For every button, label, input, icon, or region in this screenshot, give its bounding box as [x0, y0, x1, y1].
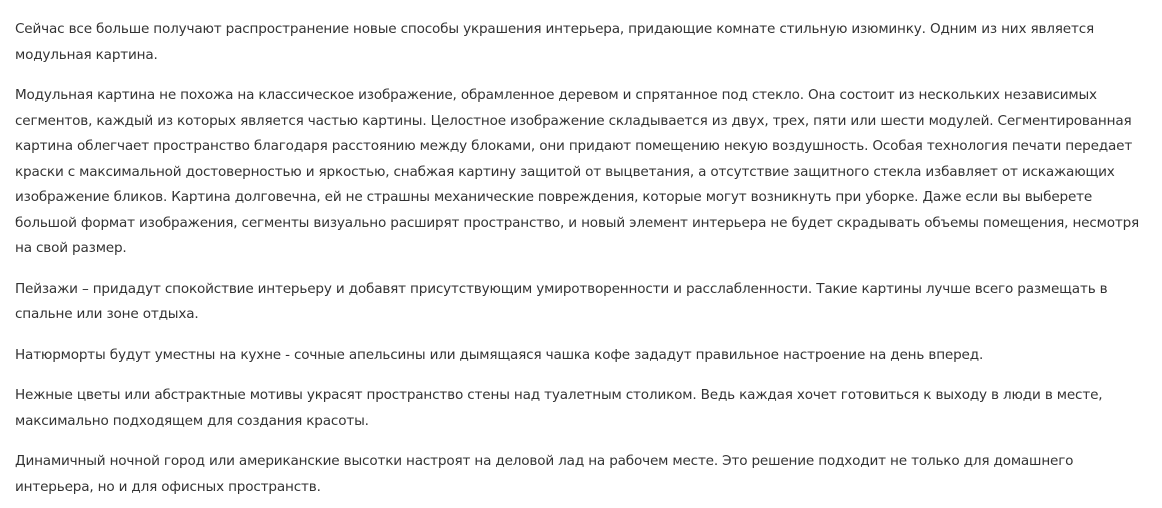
paragraph-modular-painting: Модульная картина не похожа на классическое изображение, обрамленное деревом и спрятанное под стекло. Она состоит из нескольких независимых сегментов, каждый из которых является частью картины. Целостное изображение складывается из двух, трех, пяти или шести модулей. Сегментированная картина облегчает пространство благодаря расстоянию между блоками, они придают помещению некую воздушность. Особая технология печати передает краски с максимальной достоверностью и яркостью, снабжая картину защитой от выцветания, а отсутствие защитного стекла избавляет от искажающих изображение бликов. Картина долговечна, ей не страшны механические повреждения, которые могут возникнуть при уборке. Даже если вы выберете большой формат изображения, сегменты визуально расширят пространство, и новый элемент интерьера не будет скрадывать объемы помещения, несмотря на свой размер.	[15, 87, 1140, 256]
paragraph-flowers: Нежные цветы или абстрактные мотивы украсят пространство стены над туалетным столиком. Ведь каждая хочет готовиться к выходу в люди в месте, максимально подходящем для создания красоты.	[15, 387, 1103, 429]
paragraph-landscapes: Пейзажи – придадут спокойствие интерьеру и добавят присутствующим умиротворенности и расслабленности. Такие картины лучше всего размещать в спальне или зоне отдыха.	[15, 280, 1108, 322]
paragraph-intro: Сейчас все больше получают распространение новые способы украшения интерьера, придающие комнате стильную изюминку. Одним из них является модульная картина.	[15, 21, 1095, 63]
paragraph-still-lifes: Натюрморты будут уместны на кухне - сочные апельсины или дымящаяся чашка кофе зададут правильное настроение на день вперед.	[15, 346, 984, 363]
paragraph-night-city: Динамичный ночной город или американские высотки настроят на деловой лад на рабочем месте. Это решение подходит не только для домашнего интерьера, но и для офисных пространств.	[15, 453, 1074, 495]
